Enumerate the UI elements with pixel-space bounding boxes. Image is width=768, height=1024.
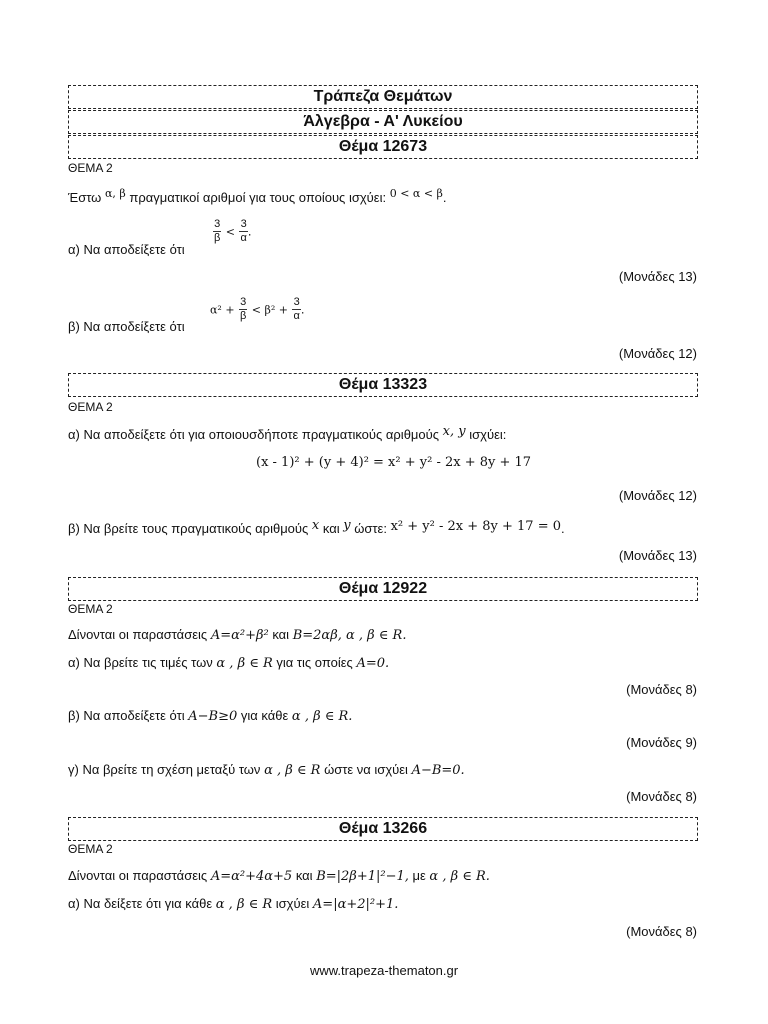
p3-c-text: γ) Να βρείτε τη σχέση μεταξύ των [68, 762, 261, 777]
theme-12673-title: Θέμα 12673 [68, 135, 698, 159]
p3-c-marks: (Μονάδες 8) [626, 789, 697, 804]
header-subtitle: Άλγεβρα - Α' Λυκείου [68, 110, 698, 134]
p4-intro-A: A=α²+4α+5 [210, 869, 293, 884]
p3-c-text2: ώστε να ισχύει [324, 762, 408, 777]
p3-b-text2: για κάθε [240, 708, 289, 723]
p1-a-expr: $\frac{3}{\beta}$ < $\frac{3}{\alpha}$ . [214, 218, 252, 244]
header-title: Τράπεζα Θεμάτων [68, 85, 698, 109]
p2-a [68, 424, 507, 443]
p1-line1-end: . [442, 190, 447, 205]
p3-intro [68, 627, 406, 643]
p1-b-frac2: $\frac{3}{\alpha}$ [293, 296, 300, 322]
p3-intro-text: Δίνονται οι παραστάσεις [68, 627, 208, 642]
p1-b-expr: α² + $\frac{3}{\beta}$ < β² + $\frac{3}{\alpha}$ . [210, 296, 305, 322]
theme-13266-title: Θέμα 13266 [68, 817, 698, 841]
p2-b: β) Να βρείτε τους πραγματικούς αριθμούς x και y ώστε: x² + y² - 2x + 8y + 17 = 0. [68, 518, 565, 536]
p1-b: β) Να αποδείξετε ότι [68, 319, 185, 334]
p1-b-frac1: $\frac{3}{\beta}$ [240, 296, 247, 322]
p3-a-text: α) Να βρείτε τις τιμές των [68, 655, 213, 670]
p3-a-marks: (Μονάδες 8) [626, 682, 697, 697]
p2-equation: (x - 1)² + (y + 4)² = x² + y² - 2x + 8y + 17 [256, 455, 532, 470]
p3-intro-kai: και [272, 627, 290, 642]
p1-a-frac1: $\frac{3}{\beta}$ [214, 218, 221, 244]
p4-intro-me: με [412, 868, 426, 883]
p1-line1-b: πραγματικοί αριθμοί για τους οποίους ισχύει: [129, 190, 387, 205]
p4-a-eq: A=|α+2|²+1. [312, 897, 399, 912]
p3-b-vars: α , β ∈ R. [291, 709, 353, 724]
p3-b [68, 708, 352, 724]
p2-label: ΘΕΜΑ 2 [68, 400, 113, 414]
p2-b-kai: και [322, 521, 340, 536]
p4-intro-text: Δίνονται οι παραστάσεις [68, 868, 208, 883]
p2-b-marks: (Μονάδες 13) [618, 548, 697, 563]
p3-label: ΘΕΜΑ 2 [68, 602, 113, 616]
p4-intro-vars: α , β ∈ R. [429, 869, 490, 884]
p3-intro-A: A=α²+β² [210, 628, 269, 643]
theme-13323-title: Θέμα 13323 [68, 373, 698, 397]
p1-a-frac2: $\frac{3}{\alpha}$ [240, 218, 247, 244]
p4-label: ΘΕΜΑ 2 [68, 842, 113, 856]
p2-b-y: y [343, 518, 351, 533]
p1-a-marks: (Μονάδες 13) [618, 269, 697, 284]
p1-a: α) Να αποδείξετε ότι [68, 242, 185, 257]
p2-b-text1: β) Να βρείτε τους πραγματικούς αριθμούς [68, 521, 309, 536]
p3-c-vars: α , β ∈ R [264, 763, 321, 778]
p2-a-text: α) Να αποδείξετε ότι για οποιουσδήποτε πραγματικούς αριθμούς [68, 427, 440, 442]
p3-c-eq: A−B=0. [411, 763, 465, 778]
p4-a-text: α) Να δείξετε ότι για κάθε [68, 896, 213, 911]
p3-c [68, 762, 465, 778]
p1-line1-cond: 0 < α < β [389, 187, 443, 200]
p4-a [68, 896, 398, 912]
p3-a-text2: για τις οποίες [276, 655, 353, 670]
p3-b-ineq: A−B≥0 [188, 709, 238, 724]
p3-a-cond: A=0. [356, 656, 390, 671]
p1-a-lt: < [225, 225, 235, 239]
p1-b-expr1: α² + [210, 303, 235, 317]
p2-b-x: x [311, 518, 320, 533]
p3-b-text: β) Να αποδείξετε ότι [68, 708, 185, 723]
p1-line1-a: Έστω [68, 190, 102, 205]
p2-a-marks: (Μονάδες 12) [618, 488, 697, 503]
p1-line1 [68, 187, 447, 205]
p4-intro-B: B=|2β+1|²−1, [316, 869, 409, 884]
p2-a-end: ισχύει: [469, 427, 507, 442]
p2-b-eq: x² + y² - 2x + 8y + 17 = 0 [390, 519, 562, 534]
p1-label: ΘΕΜΑ 2 [68, 161, 113, 175]
footer-url[interactable]: www.trapeza-thematon.gr [309, 963, 459, 978]
p2-b-text2: ώστε: [354, 521, 387, 536]
p3-a-vars: α , β ∈ R [216, 656, 273, 671]
p4-a-text2: ισχύει [275, 896, 310, 911]
p1-b-expr2: < β² + [251, 303, 288, 317]
p4-a-vars: α , β ∈ R [215, 897, 273, 912]
p3-b-marks: (Μονάδες 9) [626, 735, 697, 750]
p4-intro [68, 868, 490, 884]
theme-12922-title: Θέμα 12922 [68, 577, 698, 601]
p1-line1-vars: α, β [104, 187, 126, 200]
p4-intro-kai: και [295, 868, 313, 883]
p1-b-marks: (Μονάδες 12) [618, 346, 697, 361]
p4-a-marks: (Μονάδες 8) [626, 924, 697, 939]
p2-a-vars: x, y [442, 424, 466, 439]
p3-a [68, 655, 389, 671]
p3-intro-B: B=2αβ, α , β ∈ R. [292, 628, 407, 643]
